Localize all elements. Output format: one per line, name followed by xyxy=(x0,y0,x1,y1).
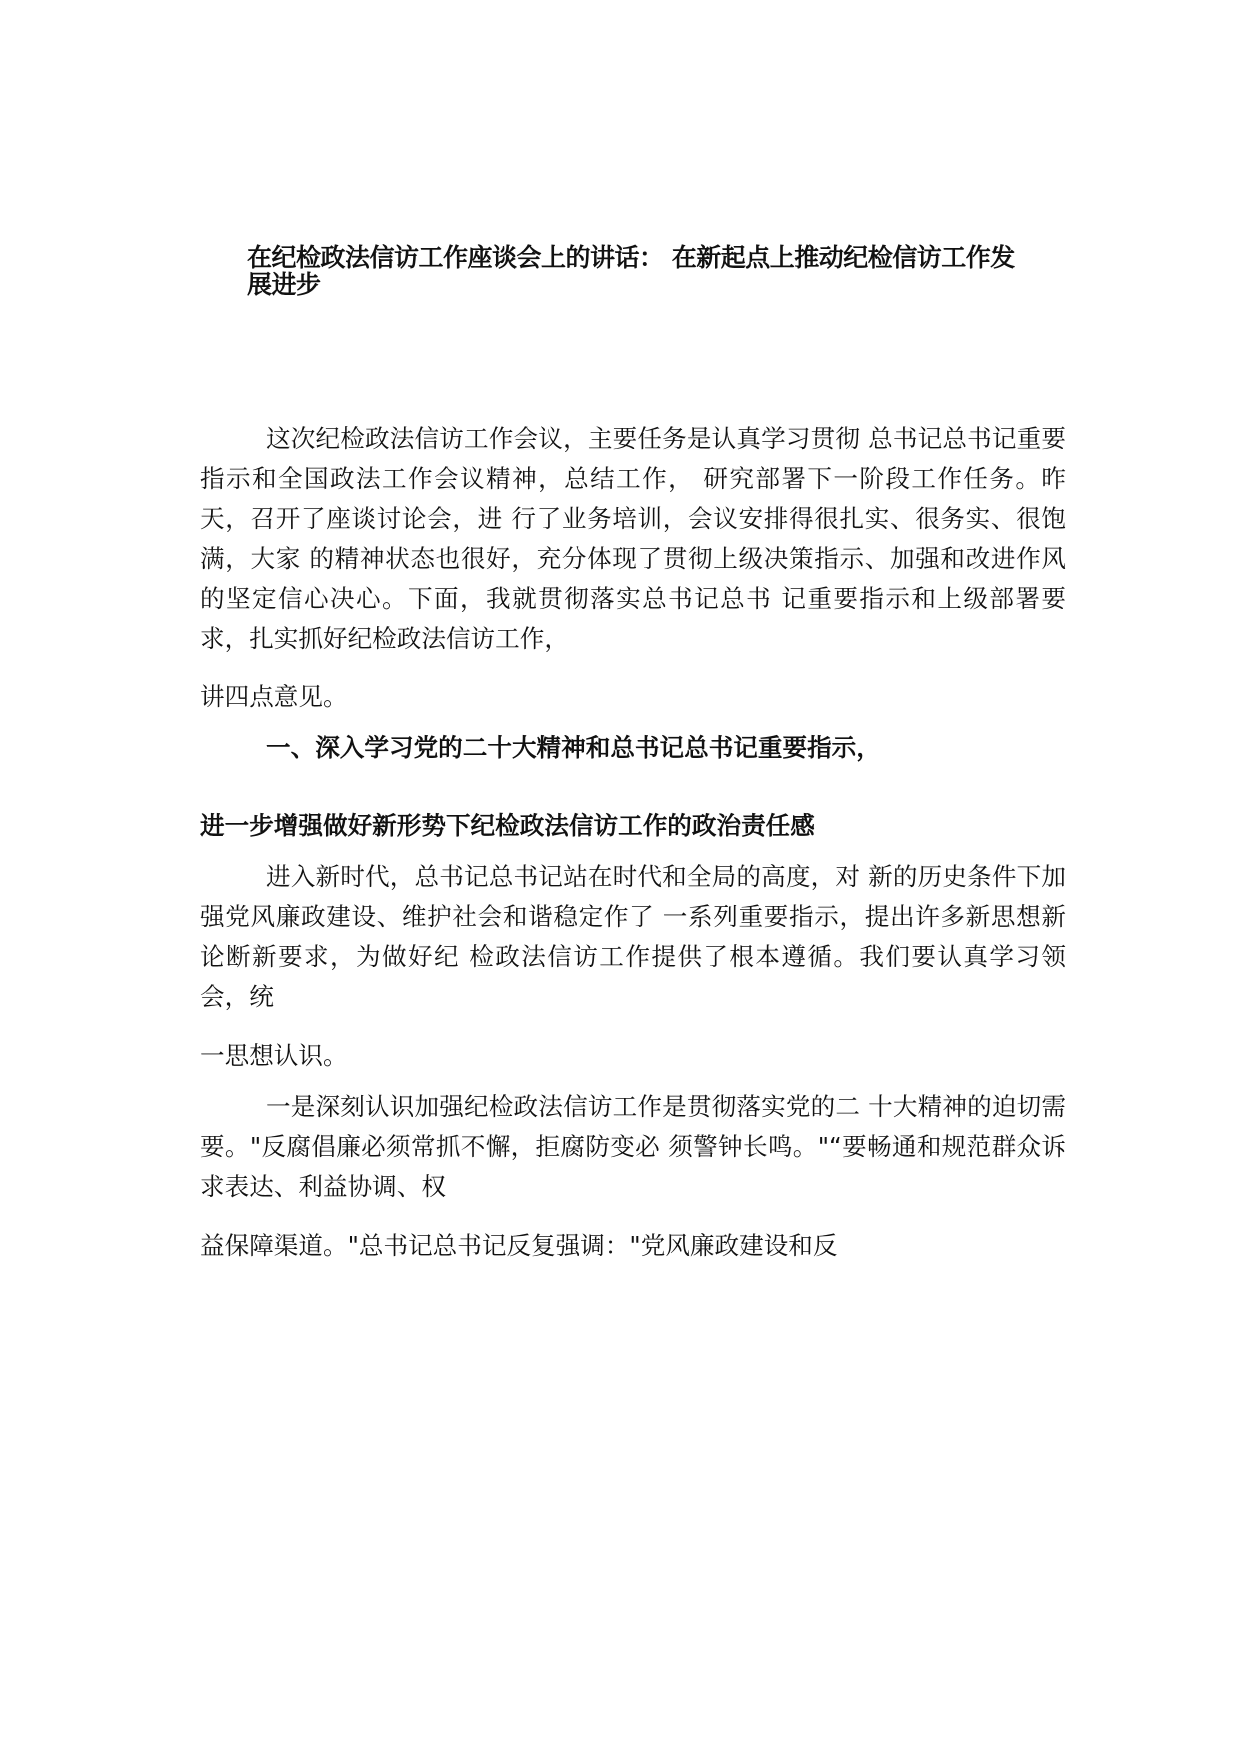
document-title: 在纪检政法信访工作座谈会上的讲话： 在新起点上推动纪检信访工作发展进步 xyxy=(247,243,1015,299)
section-heading-line-1: 一、深入学习党的二十大精神和总书记总书记重要指示， xyxy=(266,733,881,762)
paragraph-new-era: 进入新时代，总书记总书记站在时代和全局的高度，对 新的历史条件下加强党风廉政建设、维护社会和谐稳定作了 一系列重要指示，提出许多新思想新论断新要求，为做好纪 检政法信访工作提供了根本遵循。我们要认真学习领会，统 xyxy=(200,862,1066,1011)
paragraph-four-points: 讲四点意见。 xyxy=(200,682,348,711)
paragraph-point-one: 一是深刻认识加强纪检政法信访工作是贯彻落实党的二 十大精神的迫切需要。"反腐倡廉必须常抓不懈，拒腐防变必 须警钟长鸣。"“要畅通和规范群众诉求表达、利益协调、权 xyxy=(200,1092,1066,1201)
section-heading-line-2: 进一步增强做好新形势下纪检政法信访工作的政治责任感 xyxy=(200,811,815,840)
paragraph-continued: 益保障渠道。"总书记总书记反复强调："党风廉政建设和反 xyxy=(200,1231,838,1260)
paragraph-intro: 这次纪检政法信访工作会议，主要任务是认真学习贯彻 总书记总书记重要指示和全国政法工作会议精神，总结工作， 研究部署下一阶段工作任务。昨天，召开了座谈讨论会，进 行了业务培训，会议安排得很扎实、很务实、很饱满，大家 的精神状态也很好，充分体现了贯彻上级决策指示、加强和改进作风的坚定信心决心。下面，我就贯彻落实总书记总书 记重要指示和上级部署要求，扎实抓好纪检政法信访工作， xyxy=(200,424,1066,653)
paragraph-unify-thought: 一思想认识。 xyxy=(200,1041,348,1070)
